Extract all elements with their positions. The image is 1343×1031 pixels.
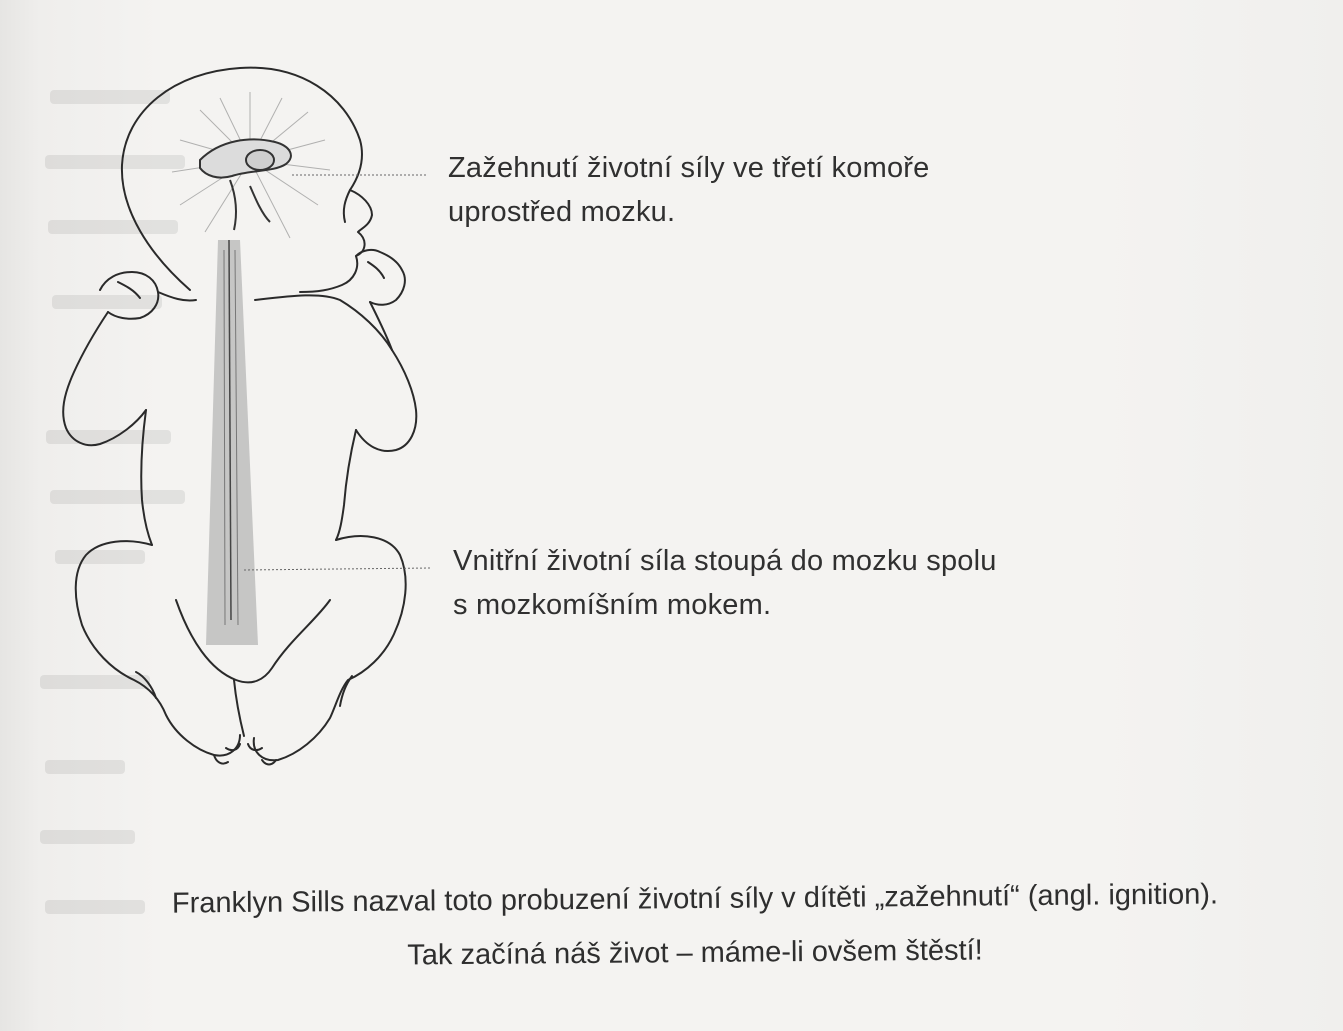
label-csf-line1: Vnitřní životní síla stoupá do mozku spolu: [453, 545, 997, 577]
footer-line2: Tak začíná náš život – máme-li ovšem štěstí!: [407, 934, 983, 972]
leader-line-csf: [244, 568, 430, 570]
infant-left-arm: [63, 312, 146, 445]
label-csf-rise: [453, 539, 997, 627]
label-csf-line2: s mozkomíšním mokem.: [453, 589, 772, 621]
label-ignition-line2: uprostřed mozku.: [448, 196, 676, 228]
infant-head-outline: [122, 68, 372, 292]
infant-torso-right: [336, 430, 356, 540]
footer-text: [90, 872, 1300, 980]
label-ignition: [448, 146, 929, 234]
footer-line1: Franklyn Sills nazval toto probuzení životní síly v dítěti „zažehnutí“ (angl. ignition).: [171, 878, 1219, 920]
infant-right-fist: [356, 250, 405, 305]
infant-torso-left: [141, 410, 152, 545]
spinal-canal-shading: [206, 240, 258, 645]
label-ignition-line1: Zažehnutí životní síly ve třetí komoře: [448, 152, 930, 184]
infant-right-arm: [356, 350, 416, 451]
infant-right-foot: [248, 744, 276, 765]
third-ventricle: [200, 139, 291, 230]
